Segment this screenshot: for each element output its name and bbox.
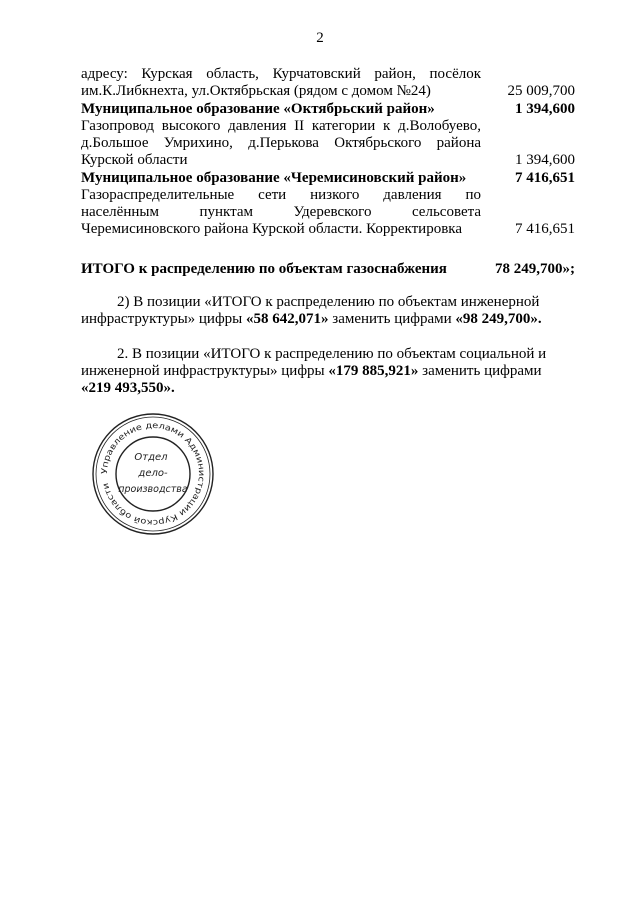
office-stamp [91, 412, 215, 536]
stamp-ring-text: Управление делами Администрации Курской области [98, 419, 208, 529]
para-text: 2. В позиции «ИТОГО к распределению по объектам социальной и инженерной инфраструктуры» цифры [81, 346, 547, 379]
row-description [81, 118, 481, 169]
row-line: Газопровод высокого давления II категории к д.Волобуево, [81, 118, 481, 134]
row-amount: 1 394,600 [515, 101, 575, 117]
total-label: ИТОГО к распределению по объектам газоснабжения [81, 261, 447, 277]
table-row [81, 100, 575, 118]
table-row [81, 169, 575, 187]
para-text: заменить цифрами [418, 363, 542, 379]
row-description [81, 101, 481, 118]
row-line: Черемисиновского района Курской области. Корректировка [81, 221, 462, 237]
stamp-center-line: Отдел [134, 452, 168, 463]
allocation-table [81, 66, 575, 238]
paragraph-engineering [81, 294, 575, 328]
para-text: 2) В позиции «ИТОГО к распределению по объектам инженерной инфраструктуры» цифры [81, 294, 540, 327]
total-row [81, 261, 575, 278]
row-line: Муниципальное образование «Черемисиновский район» [81, 170, 467, 186]
para-old-value: «58 642,071» [246, 311, 329, 327]
row-amount: 7 416,651 [515, 221, 575, 237]
row-line: Газораспределительные сети низкого давления по [81, 187, 481, 203]
stamp-center-line: дело- [138, 468, 168, 479]
table-row [81, 187, 575, 238]
row-amount: 1 394,600 [515, 152, 575, 168]
row-description [81, 187, 481, 238]
row-line: им.К.Либкнехта, ул.Октябрьская (рядом с домом №24) [81, 83, 431, 99]
row-amount: 25 009,700 [507, 83, 575, 99]
row-description [81, 170, 481, 187]
table-row [81, 66, 575, 100]
stamp-center-line: производства [118, 484, 188, 495]
total-amount: 78 249,700»; [495, 261, 575, 277]
paragraph-social-engineering [81, 346, 575, 397]
row-line: Курской области [81, 152, 188, 168]
row-line: д.Большое Умрихино, д.Перькова Октябрьского района [81, 135, 481, 151]
table-row [81, 118, 575, 169]
para-old-value: «179 885,921» [328, 363, 419, 379]
para-new-value: «98 249,700». [455, 311, 542, 327]
row-line: адресу: Курская область, Курчатовский район, посёлок [81, 66, 481, 82]
row-line: Муниципальное образование «Октябрьский район» [81, 101, 435, 117]
row-description [81, 66, 481, 100]
page-number: 2 [316, 30, 324, 46]
row-line: населённым пунктам Удеревского сельсовета [81, 204, 481, 220]
para-text: заменить цифрами [328, 311, 456, 327]
row-amount: 7 416,651 [515, 170, 575, 186]
para-new-value: «219 493,550». [81, 380, 175, 396]
